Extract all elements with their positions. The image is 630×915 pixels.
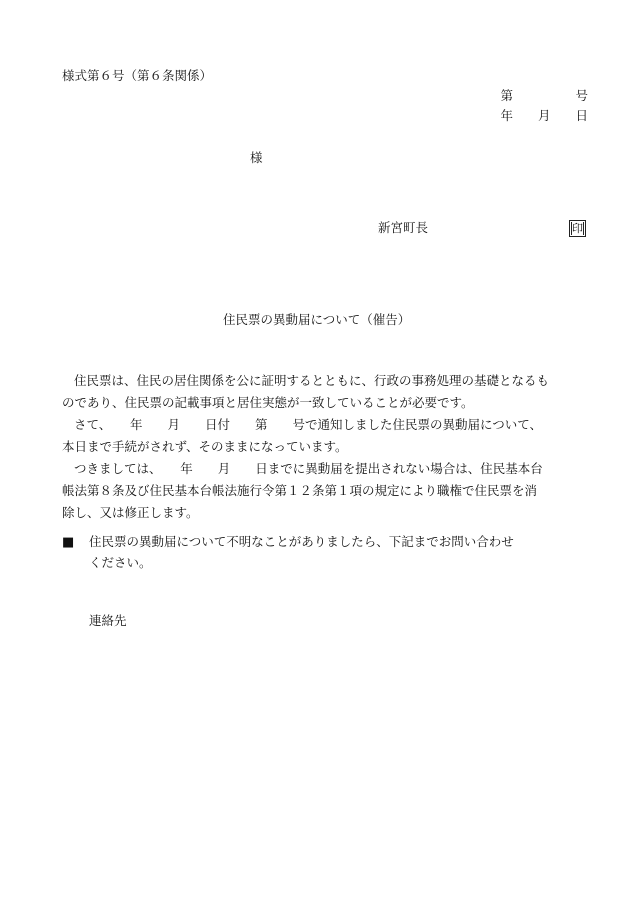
document-number: 第 号	[500, 88, 588, 103]
notice-line-1: 住民票の異動届について不明なことがありましたら、下記までお問い合わせ	[89, 534, 514, 549]
body-line: 本日まで手続がされず、そのままになっています。	[62, 439, 348, 454]
sender-title: 新宮町長	[378, 220, 429, 235]
square-bullet-icon: ■	[62, 535, 75, 550]
body-paragraph-3	[62, 458, 588, 524]
body-line: 除し、又は修正します。	[62, 505, 199, 520]
document-title: 住民票の異動届について（催告）	[223, 312, 411, 327]
body-line: 住民票は、住民の居住関係を公に証明するとともに、行政の事務処理の基礎となるも	[74, 373, 550, 388]
addressee-honorific: 様	[250, 150, 263, 165]
document-date: 年 月 日	[500, 108, 588, 123]
contact-label: 連絡先	[89, 613, 127, 628]
notice-line-2: ください。	[89, 555, 152, 570]
body-line: 帳法第８条及び住民基本台帳法施行令第１２条第１項の規定により職権で住民票を消	[62, 483, 538, 498]
body-line: のであり、住民票の記載事項と居住実態が一致していることが必要です。	[62, 395, 474, 410]
seal-char: 印	[572, 222, 583, 235]
form-number: 様式第６号（第６条関係）	[62, 68, 213, 83]
body-line: さて、 年 月 日付 第 号で通知しました住民票の異動届について、	[74, 417, 543, 432]
seal-stamp-icon	[569, 220, 586, 237]
body-line: つきましては、 年 月 日までに異動届を提出されない場合は、住民基本台	[74, 461, 543, 476]
body-paragraph-2	[62, 414, 588, 458]
body-paragraph-1	[62, 370, 588, 414]
